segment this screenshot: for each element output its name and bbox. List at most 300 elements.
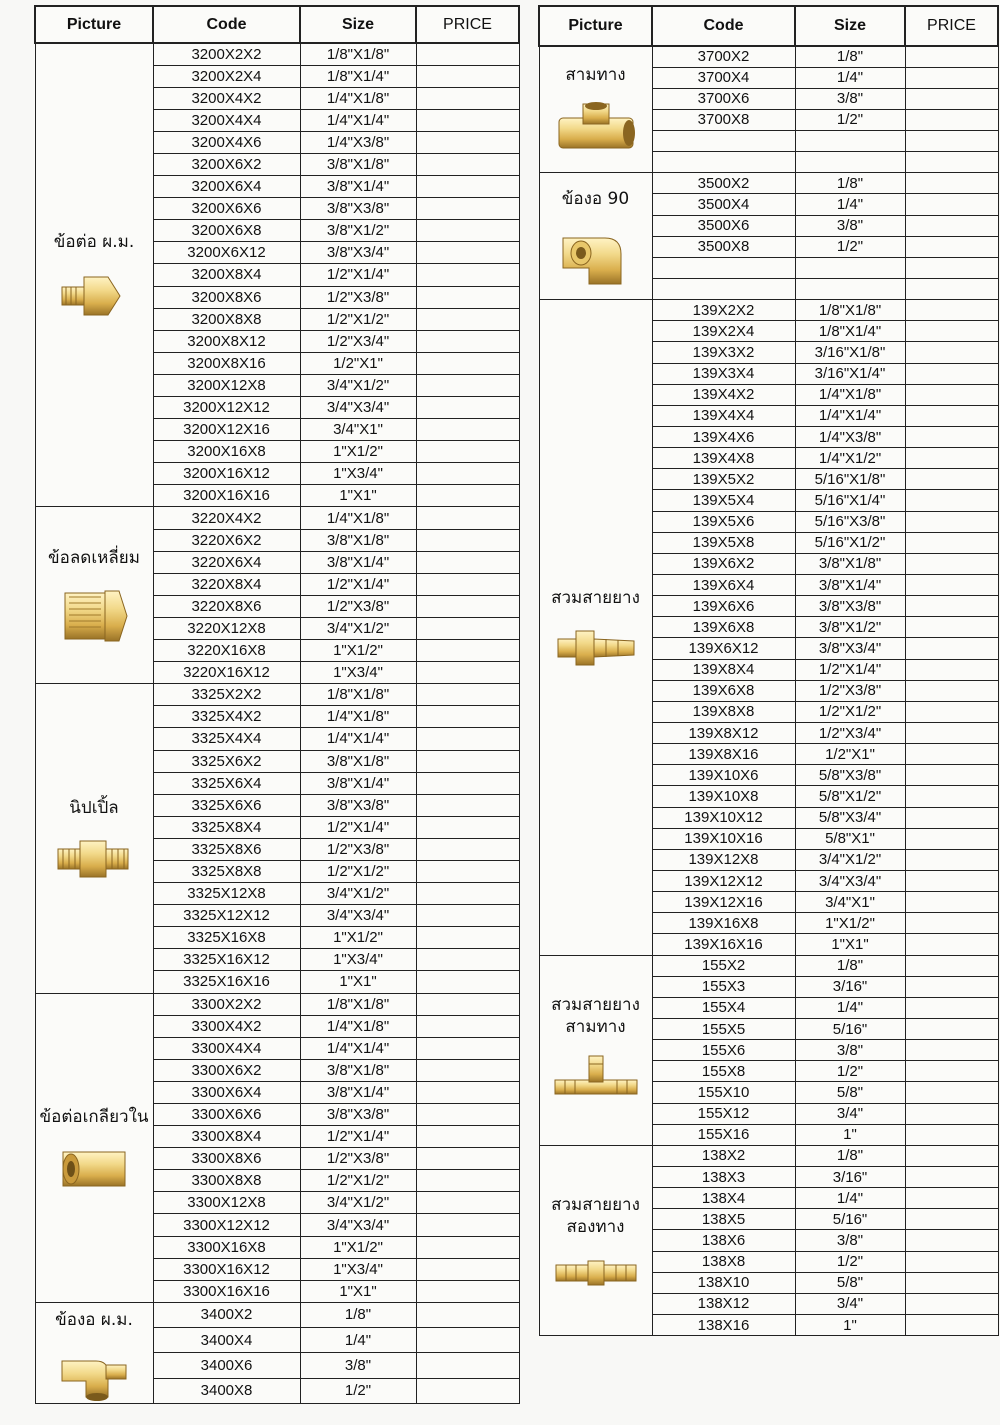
size-cell: 5/8"X1" [795,828,905,849]
size-cell: 1" [795,1314,905,1335]
size-cell: 1/2"X3/8" [300,1148,416,1170]
header-price: PRICE [905,6,998,46]
size-cell: 1/2"X1/2" [300,308,416,330]
price-cell [416,1192,519,1214]
code-cell: 3700X6 [652,88,795,109]
code-cell: 3325X12X8 [153,883,300,905]
code-cell: 139X8X12 [652,723,795,744]
size-cell: 3/16"X1/4" [795,363,905,384]
code-cell: 3500X4 [652,194,795,215]
size-cell: 3/8" [795,1230,905,1251]
code-cell: 139X4X6 [652,427,795,448]
price-cell [905,1188,998,1209]
code-cell: 138X3 [652,1166,795,1187]
size-cell: 1/2" [300,1378,416,1403]
code-cell: 139X2X2 [652,300,795,321]
size-cell: 3/8"X1/8" [300,529,416,551]
size-cell: 1/2"X1" [795,744,905,765]
header-size: Size [795,6,905,46]
size-cell: 1/2"X1" [300,352,416,374]
code-cell: 3325X2X2 [153,684,300,706]
code-cell: 139X5X8 [652,532,795,553]
code-cell: 3700X4 [652,67,795,88]
picture-cell [35,1302,153,1403]
elbow-mf-icon [56,1345,132,1403]
price-cell [416,286,519,308]
code-cell: 3200X12X12 [153,397,300,419]
code-cell: 155X2 [652,955,795,976]
code-cell: 155X4 [652,997,795,1018]
price-cell [905,46,998,67]
size-cell: 3/4"X1/2" [795,849,905,870]
header-size: Size [300,6,416,43]
code-cell: 3400X8 [153,1378,300,1403]
code-cell: 138X2 [652,1145,795,1166]
price-cell [416,883,519,905]
code-cell: 139X6X2 [652,553,795,574]
price-cell [416,949,519,971]
code-cell: 3200X4X6 [153,131,300,153]
code-cell: 3700X8 [652,109,795,130]
size-cell: 1/4"X1/4" [795,405,905,426]
female-coupling-icon [57,1142,131,1196]
size-cell: 1/2"X3/4" [795,723,905,744]
code-cell: 139X4X2 [652,384,795,405]
price-cell [905,1082,998,1103]
code-cell: 155X8 [652,1061,795,1082]
size-cell: 3/8"X1/8" [300,1059,416,1081]
picture-cell [35,507,153,684]
price-cell [905,469,998,490]
code-cell: 138X16 [652,1314,795,1335]
price-cell [416,65,519,87]
code-cell: 3325X4X4 [153,728,300,750]
price-cell [416,1280,519,1302]
code-cell: 3325X6X2 [153,750,300,772]
code-cell: 139X4X4 [652,405,795,426]
code-cell: 3325X6X4 [153,772,300,794]
price-cell [416,330,519,352]
price-cell [416,1378,519,1403]
code-cell: 3500X2 [652,173,795,194]
right-price-table [538,5,999,1336]
size-cell: 1"X1" [300,1280,416,1302]
price-cell [905,173,998,194]
elbow-90-icon [555,224,637,290]
size-cell: 3/8" [795,1040,905,1061]
price-cell [416,860,519,882]
size-cell: 5/16"X1/8" [795,469,905,490]
size-cell: 1/8" [795,173,905,194]
code-cell: 3200X6X8 [153,220,300,242]
header-code: Code [153,6,300,43]
code-cell: 3300X4X2 [153,1015,300,1037]
code-cell: 155X16 [652,1124,795,1145]
code-cell: 3220X16X8 [153,640,300,662]
size-cell: 3/8"X3/8" [300,198,416,220]
size-cell: 1/4"X1/4" [300,1037,416,1059]
size-cell: 1/4"X3/8" [300,131,416,153]
code-cell: 139X6X8 [652,617,795,638]
price-cell [416,87,519,109]
table-row [35,43,519,65]
code-cell: 3220X6X4 [153,551,300,573]
price-cell [905,997,998,1018]
size-cell: 3/8"X1/4" [300,176,416,198]
picture-cell [35,684,153,993]
price-cell [416,1037,519,1059]
hex-bushing-icon [55,583,133,649]
size-cell: 1/2"X1/4" [300,264,416,286]
code-cell: 3300X12X12 [153,1214,300,1236]
product-name: สวมสายยาง สองทาง [551,1195,640,1238]
product-name: สามทาง [565,64,626,85]
size-cell: 1/4"X1/4" [300,109,416,131]
price-cell [416,684,519,706]
price-cell [905,1103,998,1124]
size-cell: 1"X3/4" [300,949,416,971]
code-cell: 3500X6 [652,215,795,236]
size-cell: 1"X1/2" [795,913,905,934]
code-cell: 3700X2 [652,46,795,67]
code-cell: 3300X16X8 [153,1236,300,1258]
price-cell [905,321,998,342]
picture-cell [539,955,652,1145]
code-cell: 3200X16X12 [153,463,300,485]
size-cell: 1/8" [300,1302,416,1327]
price-cell [416,573,519,595]
picture-cell [539,46,652,173]
table-row [35,1302,519,1327]
code-cell: 3325X6X6 [153,794,300,816]
code-cell: 155X6 [652,1040,795,1061]
code-cell: 138X8 [652,1251,795,1272]
price-cell [416,595,519,617]
price-cell [416,551,519,573]
price-cell [905,786,998,807]
code-cell: 3200X2X4 [153,65,300,87]
size-cell: 3/8"X1/4" [300,551,416,573]
price-cell [905,1314,998,1335]
size-cell: 1"X3/4" [300,463,416,485]
code-cell: 3200X8X4 [153,264,300,286]
price-cell [416,1353,519,1378]
code-cell: 139X5X4 [652,490,795,511]
code-cell: 139X6X6 [652,596,795,617]
size-cell: 1/8"X1/4" [795,321,905,342]
price-cell [416,1214,519,1236]
price-cell [905,363,998,384]
size-cell: 1/4"X1/4" [300,728,416,750]
size-cell: 3/4"X3/4" [300,905,416,927]
price-cell [416,397,519,419]
size-cell [795,279,905,300]
size-cell [795,131,905,152]
code-cell: 3325X16X16 [153,971,300,993]
price-cell [416,1258,519,1280]
price-cell [416,352,519,374]
size-cell: 5/16" [795,1209,905,1230]
code-cell: 3220X12X8 [153,617,300,639]
size-cell: 1/2"X3/8" [300,595,416,617]
price-cell [905,596,998,617]
code-cell: 3400X2 [153,1302,300,1327]
product-name: ข้อต่อเกลียวใน [39,1106,149,1127]
size-cell: 3/8"X1/4" [300,1081,416,1103]
price-cell [905,342,998,363]
code-cell: 3325X4X2 [153,706,300,728]
tee-icon [555,100,637,162]
code-cell: 3300X16X16 [153,1280,300,1302]
price-cell [416,176,519,198]
size-cell: 1/2"X3/4" [300,330,416,352]
size-cell: 3/8"X1/2" [795,617,905,638]
price-cell [416,264,519,286]
price-cell [905,976,998,997]
code-cell: 3200X16X16 [153,485,300,507]
code-cell: 3200X4X2 [153,87,300,109]
picture-cell [35,43,153,507]
size-cell: 1/2"X3/8" [795,680,905,701]
code-cell: 3325X16X12 [153,949,300,971]
price-cell [905,88,998,109]
hose-barb-icon [554,623,638,673]
price-cell [905,575,998,596]
price-cell [416,507,519,529]
code-cell: 3220X4X2 [153,507,300,529]
product-name: ข้อลดเหลี่ยม [48,548,140,569]
price-cell [905,1061,998,1082]
code-cell: 139X6X4 [652,575,795,596]
code-cell: 3325X12X12 [153,905,300,927]
size-cell: 3/4"X3/4" [795,870,905,891]
price-cell [905,1209,998,1230]
size-cell: 1"X1" [300,971,416,993]
size-cell: 1"X1/2" [300,927,416,949]
price-cell [416,529,519,551]
size-cell: 1/4"X3/8" [795,427,905,448]
size-cell: 1/8"X1/8" [300,684,416,706]
header-picture: Picture [35,6,153,43]
picture-cell [539,300,652,955]
code-cell: 3200X8X16 [153,352,300,374]
price-cell [905,870,998,891]
size-cell: 3/4" [795,1103,905,1124]
size-cell: 5/16" [795,1018,905,1039]
price-cell [416,1148,519,1170]
price-cell [416,463,519,485]
size-cell: 1/4" [795,194,905,215]
header-code: Code [652,6,795,46]
code-cell: 3200X4X4 [153,109,300,131]
price-cell [905,215,998,236]
size-cell: 3/8"X3/8" [795,596,905,617]
table-row [539,955,998,976]
code-cell: 3300X4X4 [153,1037,300,1059]
picture-cell [35,993,153,1302]
code-cell: 138X5 [652,1209,795,1230]
price-cell [416,794,519,816]
price-cell [905,427,998,448]
size-cell: 1/4"X1/8" [300,507,416,529]
code-cell: 3200X16X8 [153,441,300,463]
price-cell [905,680,998,701]
code-cell: 138X6 [652,1230,795,1251]
price-cell [905,300,998,321]
code-cell: 139X8X4 [652,659,795,680]
table-row [539,46,998,67]
price-cell [416,750,519,772]
price-cell [416,905,519,927]
price-cell [905,109,998,130]
code-cell: 139X12X12 [652,870,795,891]
code-cell [652,152,795,173]
price-cell [905,701,998,722]
size-cell: 3/8"X1/2" [300,220,416,242]
size-cell: 1/4" [795,997,905,1018]
code-cell: 139X5X2 [652,469,795,490]
code-cell: 3325X8X6 [153,838,300,860]
price-cell [416,308,519,330]
price-cell [905,765,998,786]
code-cell: 139X8X16 [652,744,795,765]
price-cell [416,1126,519,1148]
price-cell [416,1328,519,1353]
size-cell: 1/4" [300,1328,416,1353]
code-cell: 3400X6 [153,1353,300,1378]
size-cell: 5/8"X1/2" [795,786,905,807]
product-name: ข้องอ 90 [561,189,630,210]
price-cell [905,955,998,976]
code-cell: 155X12 [652,1103,795,1124]
price-cell [905,152,998,173]
price-cell [905,1230,998,1251]
code-cell: 3200X12X16 [153,419,300,441]
price-cell [416,1170,519,1192]
size-cell: 1/2"X1/4" [300,573,416,595]
size-cell: 3/4"X3/4" [300,397,416,419]
code-cell: 139X4X8 [652,448,795,469]
code-cell: 139X10X12 [652,807,795,828]
price-cell [416,1302,519,1327]
price-cell [416,1104,519,1126]
size-cell: 1/4"X1/8" [300,1015,416,1037]
code-cell: 139X16X16 [652,934,795,955]
code-cell: 3200X8X12 [153,330,300,352]
price-cell [905,257,998,278]
size-cell: 5/8" [795,1272,905,1293]
code-cell: 3300X8X8 [153,1170,300,1192]
size-cell: 3/4"X3/4" [300,1214,416,1236]
size-cell: 3/16" [795,976,905,997]
price-cell [905,934,998,955]
price-cell [416,441,519,463]
price-cell [416,838,519,860]
size-cell: 5/16"X1/2" [795,532,905,553]
price-cell [905,723,998,744]
table-row [35,684,519,706]
code-cell: 139X6X12 [652,638,795,659]
price-cell [416,1081,519,1103]
price-cell [416,816,519,838]
price-cell [905,236,998,257]
code-cell: 3200X6X4 [153,176,300,198]
size-cell: 1" [795,1124,905,1145]
price-cell [905,638,998,659]
code-cell: 3200X8X8 [153,308,300,330]
code-cell: 139X8X8 [652,701,795,722]
size-cell: 3/4"X1/2" [300,374,416,396]
size-cell: 3/4"X1/2" [300,1192,416,1214]
size-cell: 1"X3/4" [300,1258,416,1280]
size-cell: 1/2" [795,109,905,130]
price-cell [905,1145,998,1166]
size-cell: 3/8"X3/4" [300,242,416,264]
price-cell [416,927,519,949]
price-cell [416,109,519,131]
price-cell [416,374,519,396]
price-cell [905,194,998,215]
table-row [35,507,519,529]
price-cell [416,662,519,684]
size-cell: 1"X1/2" [300,441,416,463]
price-cell [905,532,998,553]
price-cell [905,553,998,574]
code-cell: 139X12X16 [652,892,795,913]
code-cell: 3300X2X2 [153,993,300,1015]
size-cell: 3/16"X1/8" [795,342,905,363]
price-cell [905,1018,998,1039]
price-cell [416,153,519,175]
price-cell [416,993,519,1015]
price-cell [905,807,998,828]
size-cell: 1"X1" [300,485,416,507]
size-cell: 1/2"X1/2" [300,860,416,882]
code-cell: 3400X4 [153,1328,300,1353]
code-cell: 3300X6X4 [153,1081,300,1103]
code-cell: 3220X6X2 [153,529,300,551]
size-cell: 3/8"X1/8" [300,153,416,175]
code-cell: 3325X8X4 [153,816,300,838]
size-cell: 1/2"X3/8" [300,838,416,860]
size-cell: 1/2"X1/2" [795,701,905,722]
price-cell [905,1293,998,1314]
code-cell: 138X4 [652,1188,795,1209]
code-cell: 3220X8X6 [153,595,300,617]
table-row [539,300,998,321]
price-cell [905,913,998,934]
price-cell [416,1015,519,1037]
size-cell: 1/8" [795,46,905,67]
code-cell: 155X5 [652,1018,795,1039]
size-cell: 1"X1/2" [300,1236,416,1258]
size-cell: 1/2"X3/8" [300,286,416,308]
picture-cell [539,173,652,300]
price-cell [416,220,519,242]
size-cell: 1/4"X1/8" [300,706,416,728]
size-cell: 3/16" [795,1166,905,1187]
size-cell: 3/8"X3/4" [795,638,905,659]
code-cell: 3300X16X12 [153,1258,300,1280]
product-name: นิปเปิ้ล [69,798,119,819]
price-cell [416,772,519,794]
size-cell: 5/8"X3/4" [795,807,905,828]
code-cell: 3200X8X6 [153,286,300,308]
size-cell: 3/8"X1/4" [795,575,905,596]
code-cell: 139X6X8 [652,680,795,701]
code-cell: 139X3X4 [652,363,795,384]
size-cell: 1/4"X1/8" [795,384,905,405]
